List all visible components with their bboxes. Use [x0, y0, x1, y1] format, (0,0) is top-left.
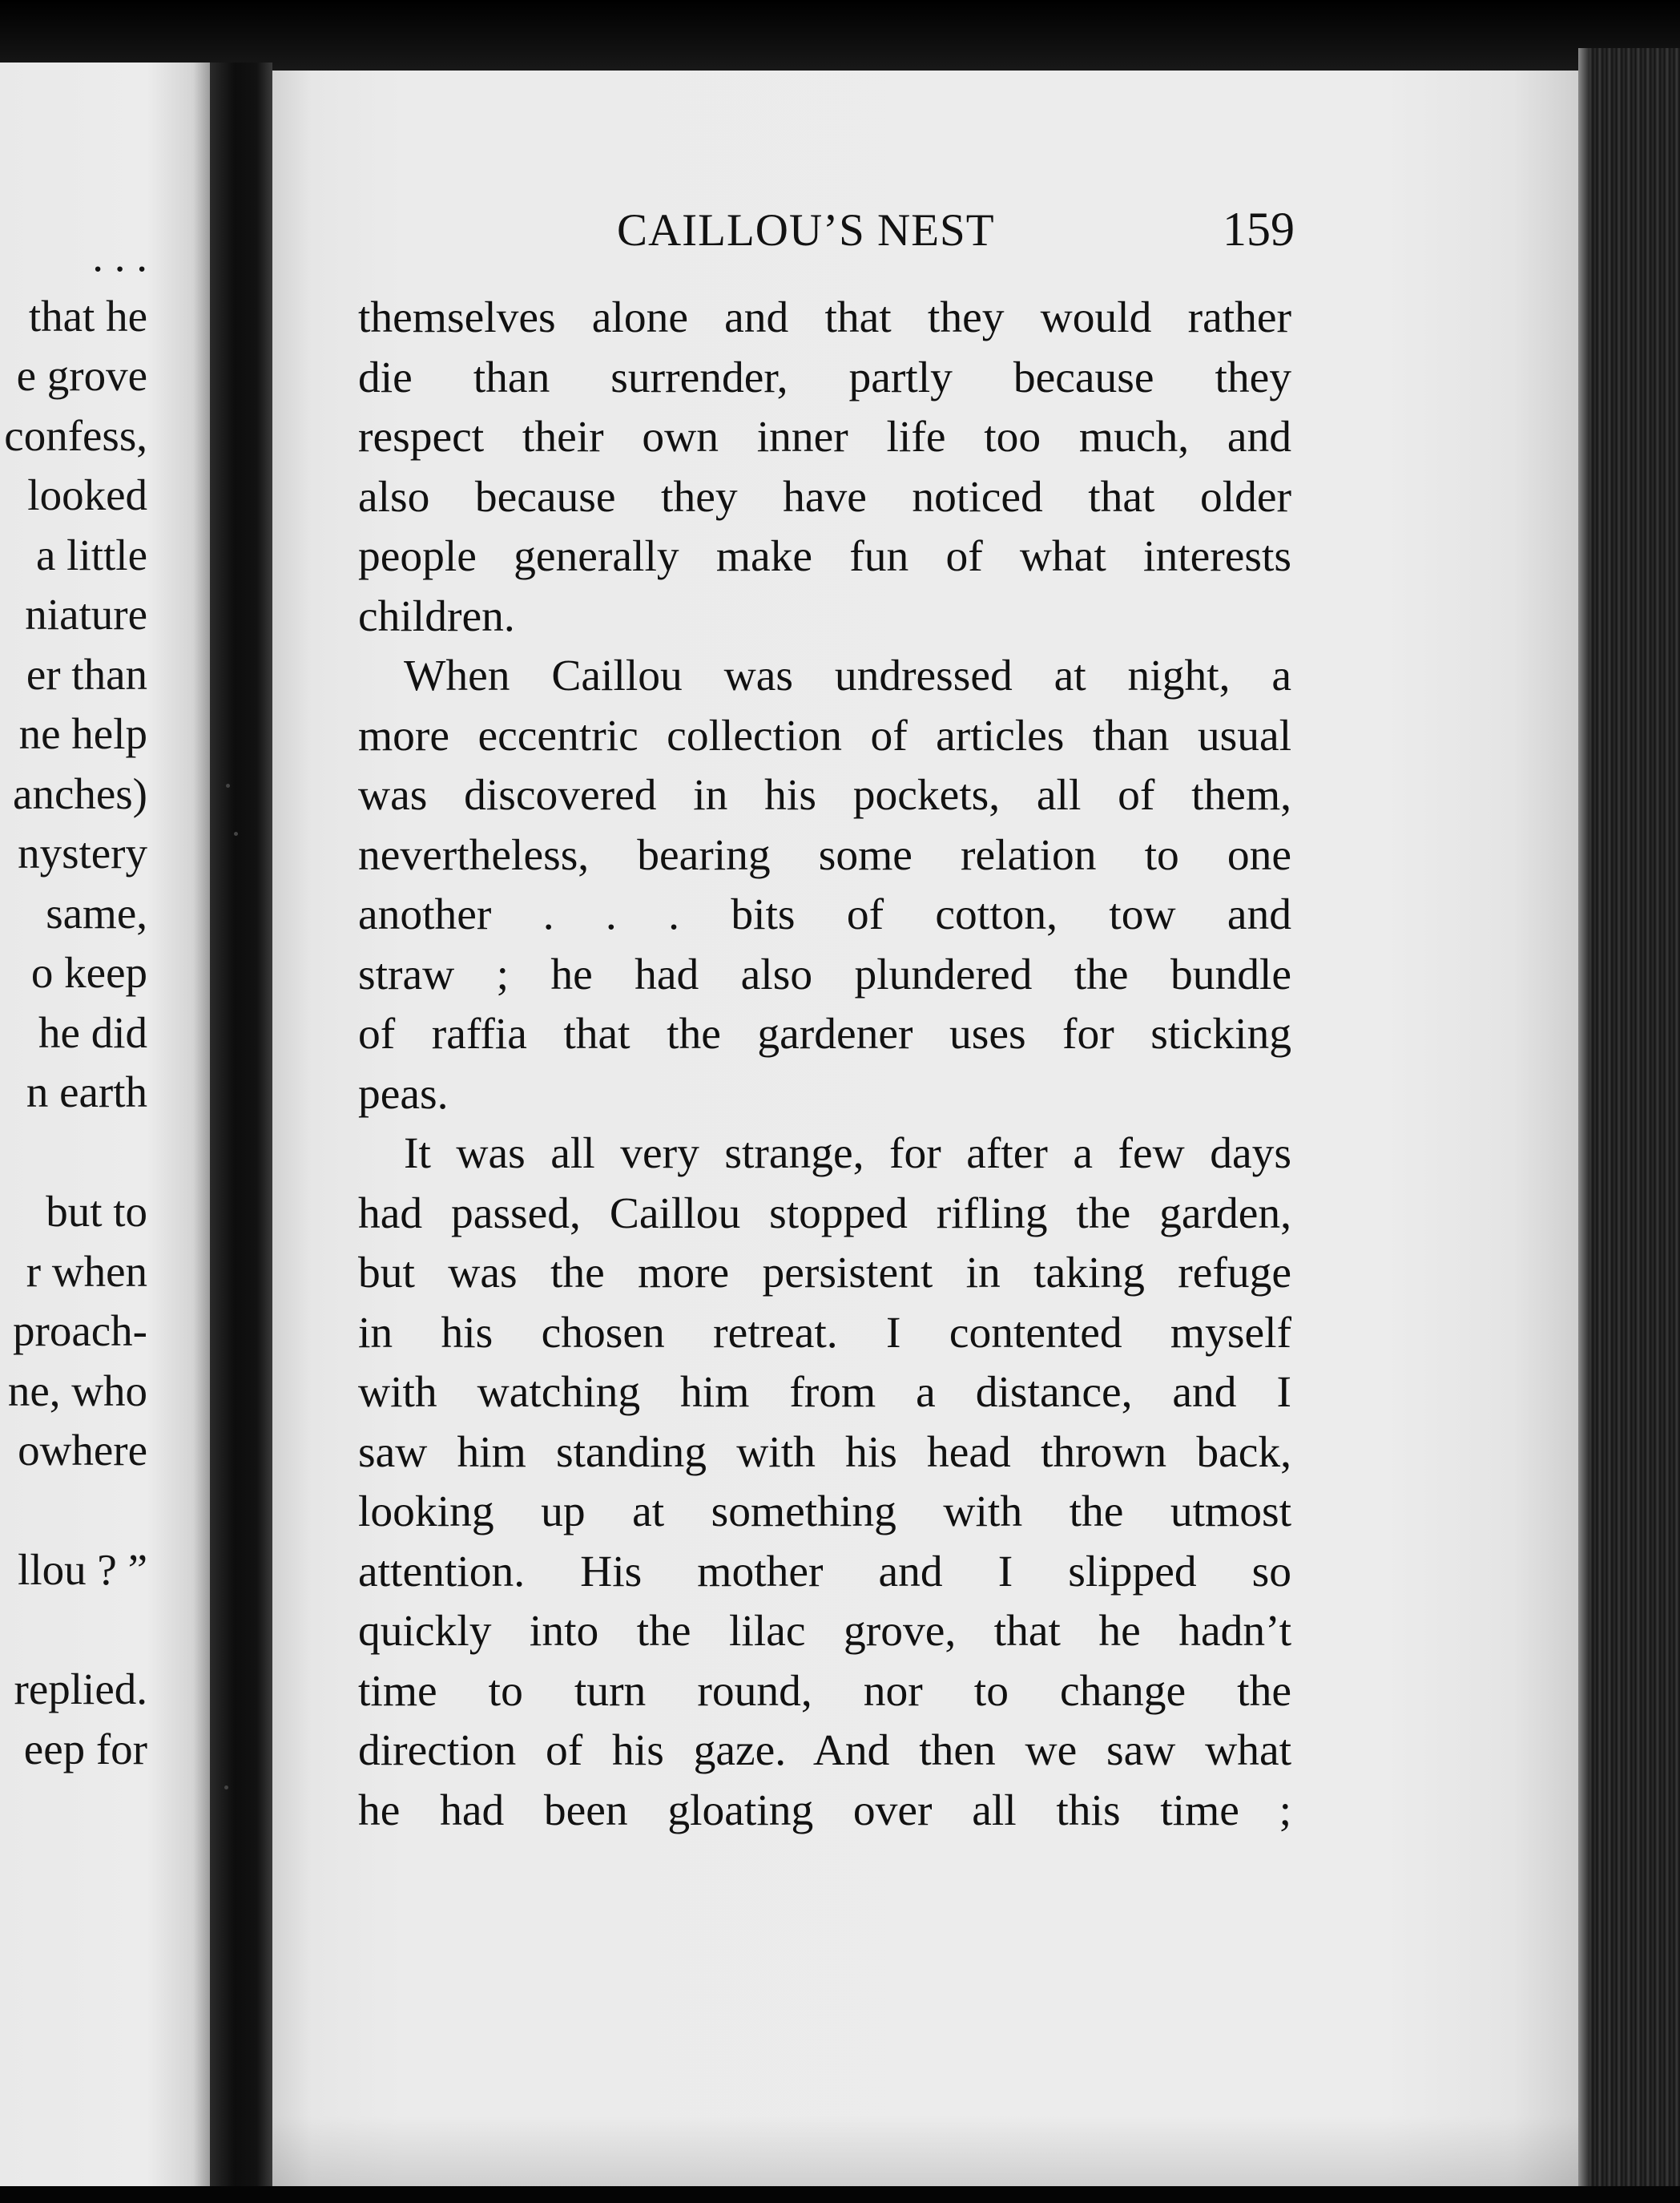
text-line: It was all very strange, for after a few days: [404, 1129, 1291, 1178]
text-line: saw him standing with his head thrown back,: [358, 1427, 1291, 1477]
left-page-line-fragment: . . .: [92, 232, 147, 280]
left-page-line-fragment: confess,: [4, 410, 147, 460]
left-page-line-fragment: anches): [13, 769, 147, 818]
text-line: straw ; he had also plundered the bundle: [358, 950, 1291, 999]
text-line: children.: [358, 591, 515, 641]
left-page-line-fragment: he did: [38, 1007, 147, 1057]
left-page-line-fragment: looked: [27, 470, 147, 519]
left-page-line-fragment: but to: [46, 1187, 147, 1236]
previous-page-cropped: [0, 63, 210, 2194]
dust-speck: [226, 784, 230, 788]
page-number: 159: [1223, 203, 1295, 256]
text-line: had passed, Caillou stopped rifling the garden,: [358, 1188, 1291, 1238]
text-line: looking up at something with the utmost: [358, 1487, 1291, 1536]
text-line: themselves alone and that they would rather: [358, 293, 1291, 342]
text-line: with watching him from a distance, and I: [358, 1368, 1291, 1417]
text-line: in his chosen retreat. I contented myself: [358, 1308, 1291, 1358]
text-line: peas.: [358, 1069, 449, 1119]
left-page-line-fragment: replied.: [14, 1664, 147, 1713]
body-text: [358, 288, 1291, 1841]
left-page-line-fragment: e grove: [16, 351, 147, 400]
dust-speck: [224, 1785, 228, 1789]
running-head-title: CAILLOU’S NEST: [617, 205, 995, 256]
text-line: more eccentric collection of articles than usual: [358, 711, 1291, 761]
text-line: quickly into the lilac grove, that he hadn’t: [358, 1607, 1291, 1656]
left-page-line-fragment: nystery: [18, 829, 147, 878]
text-line: nevertheless, bearing some relation to one: [358, 830, 1291, 880]
text-line: another . . . bits of cotton, tow and: [358, 890, 1291, 939]
left-page-line-fragment: same,: [46, 888, 147, 938]
text-line: attention. His mother and I slipped so: [358, 1547, 1291, 1596]
text-line: respect their own inner life too much, and: [358, 413, 1291, 462]
left-page-line-fragment: n earth: [26, 1067, 147, 1116]
dust-speck: [234, 832, 238, 836]
bottom-scan-shadow: [0, 2186, 1680, 2203]
text-line: of raffia that the gardener uses for sticking: [358, 1010, 1291, 1059]
text-line: was discovered in his pockets, all of them,: [358, 771, 1291, 820]
left-page-line-fragment: ne, who: [7, 1366, 147, 1415]
left-page-line-fragment: llou ? ”: [18, 1545, 147, 1594]
text-line: direction of his gaze. And then we saw what: [358, 1726, 1291, 1775]
text-line: die than surrender, partly because they: [358, 353, 1291, 402]
book-gutter: [210, 63, 272, 2203]
text-line: When Caillou was undressed at night, a: [404, 652, 1291, 700]
left-page-line-fragment: niature: [25, 590, 147, 639]
page-block-edge: [1578, 48, 1680, 2203]
left-page-line-fragment: er than: [26, 649, 147, 699]
left-page-line-fragment: r when: [26, 1246, 147, 1296]
left-page-line-fragment: a little: [36, 530, 147, 579]
left-page-line-fragment: owhere: [18, 1426, 147, 1475]
text-line: time to turn round, nor to change the: [358, 1666, 1291, 1716]
left-page-line-fragment: eep for: [23, 1724, 147, 1773]
text-line: also because they have noticed that older: [358, 472, 1291, 522]
left-page-line-fragment: proach-: [13, 1306, 147, 1355]
text-line: but was the more persistent in taking refuge: [358, 1249, 1291, 1297]
left-page-line-fragment: that he: [28, 291, 147, 341]
left-page-line-fragment: ne help: [18, 709, 147, 758]
left-page-line-fragment: o keep: [30, 948, 147, 997]
text-line: people generally make fun of what interests: [358, 532, 1291, 581]
text-line: he had been gloating over all this time ;: [358, 1785, 1291, 1835]
